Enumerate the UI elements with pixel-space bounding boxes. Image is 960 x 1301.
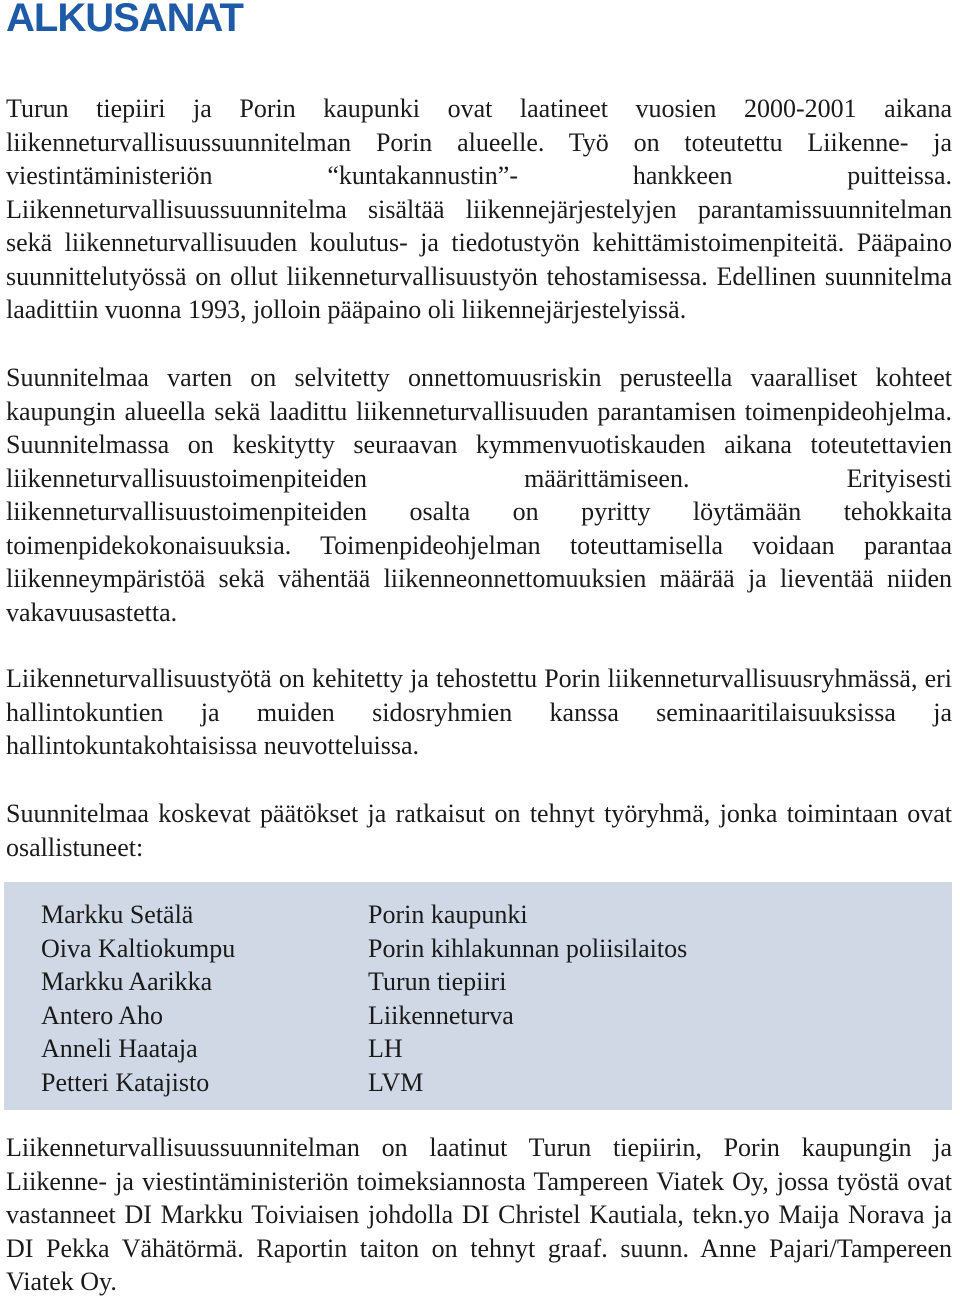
member-row [4,999,952,1033]
member-name: Markku Aarikka [41,967,213,996]
paragraph-intro: Turun tiepiiri ja Porin kaupunki ovat laatineet vuosien 2000-2001 aikana liikenneturvallisuussuunnitelman Porin alueelle. Työ on toteutettu Liikenne- ja viestintäministeriön “kuntakannustin”- hankkeen puitteissa. Liikenneturvallisuussuunnitelma sisältää liikennejärjestelyjen parantamissuunnitelman sekä liikenneturvallisuuden koulutus- ja tiedotustyön kehittämistoimenpiteitä. Pääpaino suunnittelutyössä on ollut liikenneturvallisuustyön tehostamisessa. Edellinen suunnitelma laadittiin vuonna 1993, jolloin pääpaino oli liikennejärjestelyissä. [6,94,952,324]
member-name: Markku Setälä [41,900,194,929]
member-row [4,1032,952,1066]
member-organization: LVM [368,1067,424,1097]
member-organization: Turun tiepiiri [368,967,507,996]
member-name: Anneli Haataja [41,1034,198,1063]
paragraph-safety-work: Liikenneturvallisuustyötä on kehitetty ja tehostettu Porin liikenneturvallisuusryhmässä, eri hallintokuntien ja muiden sidosryhmien kanssa seminaaritilaisuuksissa ja hallintokuntakohtaisissa neuvotteluissa. [6,664,952,760]
paragraph-authors: Liikenneturvallisuussuunnitelman on laatinut Turun tiepiirin, Porin kaupungin ja Liikenne- ja viestintäministeriön toimeksiannosta Tampereen Viatek Oy, jossa työstä ovat vastanneet DI Markku Toiviaisen johdolla DI Christel Kautiala, tekn.yo Maija Norava ja DI Pekka Vähätörmä. Raportin taiton on tehnyt graaf. suunn. Anne Pajari/Tampereen Viatek Oy. [6,1133,952,1296]
paragraph-working-group: Suunnitelmaa koskevat päätökset ja ratkaisut on tehnyt työryhmä, jonka toimintaan ovat osallistuneet: [6,799,952,862]
member-name: Oiva Kaltiokumpu [41,933,236,963]
member-organization: LH [368,1034,403,1063]
page-title: ALKUSANAT [6,0,243,40]
member-row [4,1066,952,1100]
member-organization: Porin kihlakunnan poliisilaitos [368,933,688,963]
member-row [4,898,952,932]
member-row [4,932,952,966]
member-organization: Porin kaupunki [368,900,528,929]
member-organization: Liikenneturva [368,1000,514,1030]
member-row [4,965,952,999]
working-group-members [4,882,952,1110]
member-name: Antero Aho [41,1000,164,1030]
paragraph-plan-content: Suunnitelmaa varten on selvitetty onnettomuusriskin perusteella vaaralliset kohteet kaupungin alueella sekä laadittu liikenneturvallisuuden parantamisen toimenpideohjelma. Suunnitelmassa on keskitytty seuraavan kymmenvuotiskauden aikana toteutettavien liikenneturvallisuustoimenpiteiden määrittämiseen. Erityisesti liikenneturvallisuustoimenpiteiden osalta on pyritty löytämään tehokkaita toimenpidekokonaisuuksia. Toimenpideohjelman toteuttamisella voidaan parantaa liikenneympäristöä sekä vähentää liikenneonnettomuuksien määrää ja lieventää niiden vakavuusastetta. [6,363,952,627]
member-name: Petteri Katajisto [41,1067,210,1097]
